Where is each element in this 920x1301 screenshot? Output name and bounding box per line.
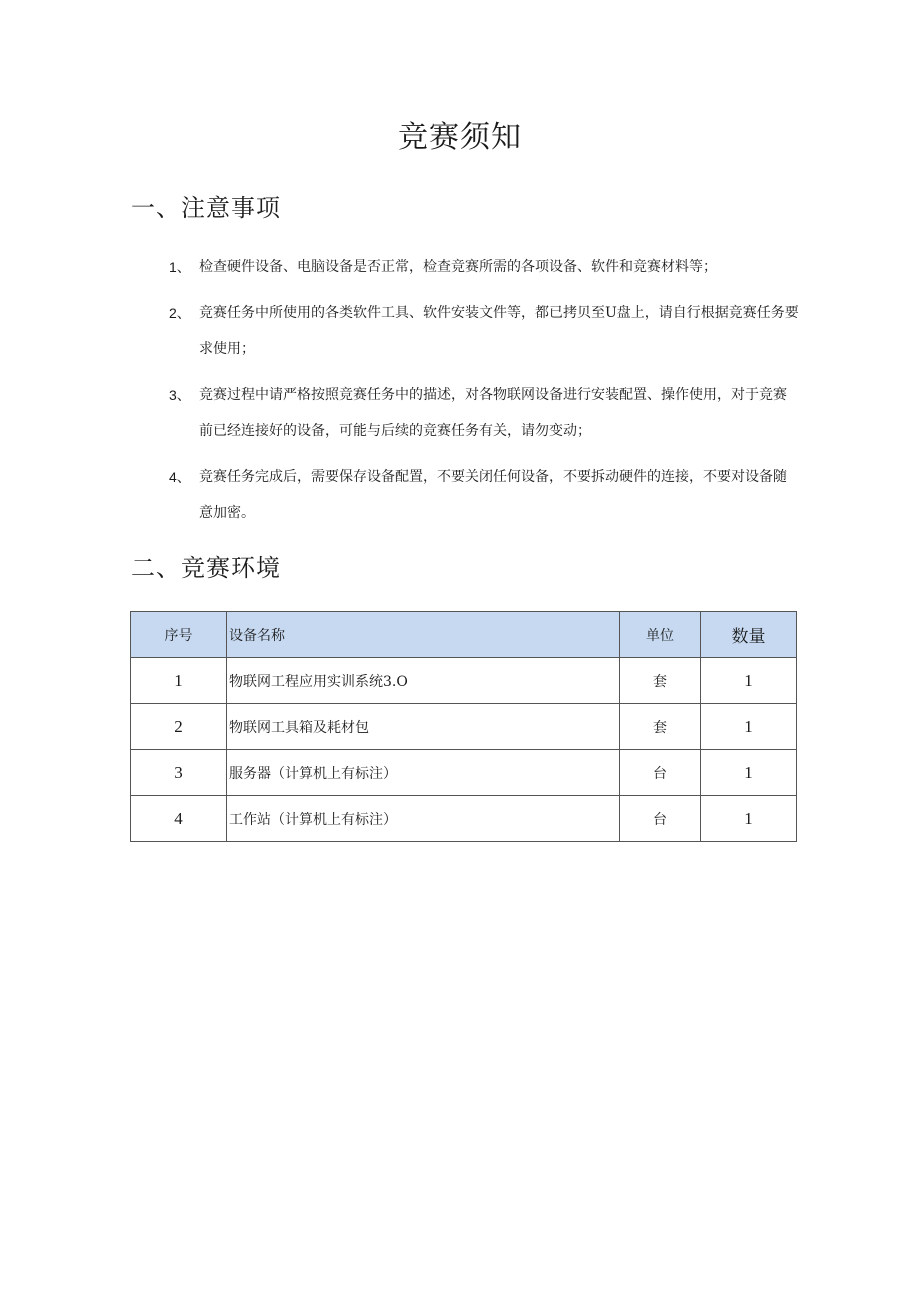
notice-item-text: 检查硬件设备、电脑设备是否正常，检查竞赛所需的各项设备、软件和竞赛材料等； [199, 259, 717, 275]
cell-name: 物联网工具箱及耗材包 [227, 704, 620, 750]
header-unit: 单位 [620, 612, 701, 658]
notice-item-3 [169, 377, 799, 449]
table-row [131, 658, 797, 704]
cell-name: 物联网工程应用实训系统3.O [227, 658, 620, 704]
notice-list [169, 249, 799, 541]
notice-item-1 [169, 249, 799, 285]
cell-unit: 套 [620, 704, 701, 750]
cell-qty: 1 [701, 704, 797, 750]
cell-qty: 1 [701, 750, 797, 796]
cell-seq: 1 [131, 658, 227, 704]
table-row [131, 796, 797, 842]
notice-item-text: 竞赛任务完成后，需要保存设备配置，不要关闭任何设备，不要拆动硬件的连接，不要对设备随意加密。 [199, 469, 787, 521]
notice-item-2 [169, 295, 799, 367]
section-heading-notice: 一、注意事项 [131, 194, 281, 222]
cell-seq: 2 [131, 704, 227, 750]
section-heading-environment: 二、竞赛环境 [131, 554, 281, 582]
notice-item-number: 1、 [169, 259, 191, 275]
cell-seq: 4 [131, 796, 227, 842]
cell-unit: 套 [620, 658, 701, 704]
header-qty: 数量 [701, 612, 797, 658]
table-header-row [131, 612, 797, 658]
table-row [131, 750, 797, 796]
environment-table [130, 611, 797, 842]
notice-item-text: 竞赛过程中请严格按照竞赛任务中的描述，对各物联网设备进行安装配置、操作使用，对于竞赛前已经连接好的设备，可能与后续的竞赛任务有关，请勿变动； [199, 387, 787, 439]
notice-item-text: 竞赛任务中所使用的各类软件工具、软件安装文件等，都已拷贝至U盘上，请自行根据竞赛任务要求使用； [199, 305, 799, 357]
notice-item-4 [169, 459, 799, 531]
notice-item-number: 4、 [169, 469, 191, 485]
header-name: 设备名称 [227, 612, 620, 658]
notice-item-number: 2、 [169, 305, 191, 321]
cell-unit: 台 [620, 750, 701, 796]
cell-name: 服务器（计算机上有标注） [227, 750, 620, 796]
cell-name: 工作站（计算机上有标注） [227, 796, 620, 842]
header-seq: 序号 [131, 612, 227, 658]
cell-qty: 1 [701, 796, 797, 842]
cell-unit: 台 [620, 796, 701, 842]
cell-seq: 3 [131, 750, 227, 796]
cell-qty: 1 [701, 658, 797, 704]
table-row [131, 704, 797, 750]
page-title: 竞赛须知 [398, 120, 522, 155]
notice-item-number: 3、 [169, 387, 191, 403]
